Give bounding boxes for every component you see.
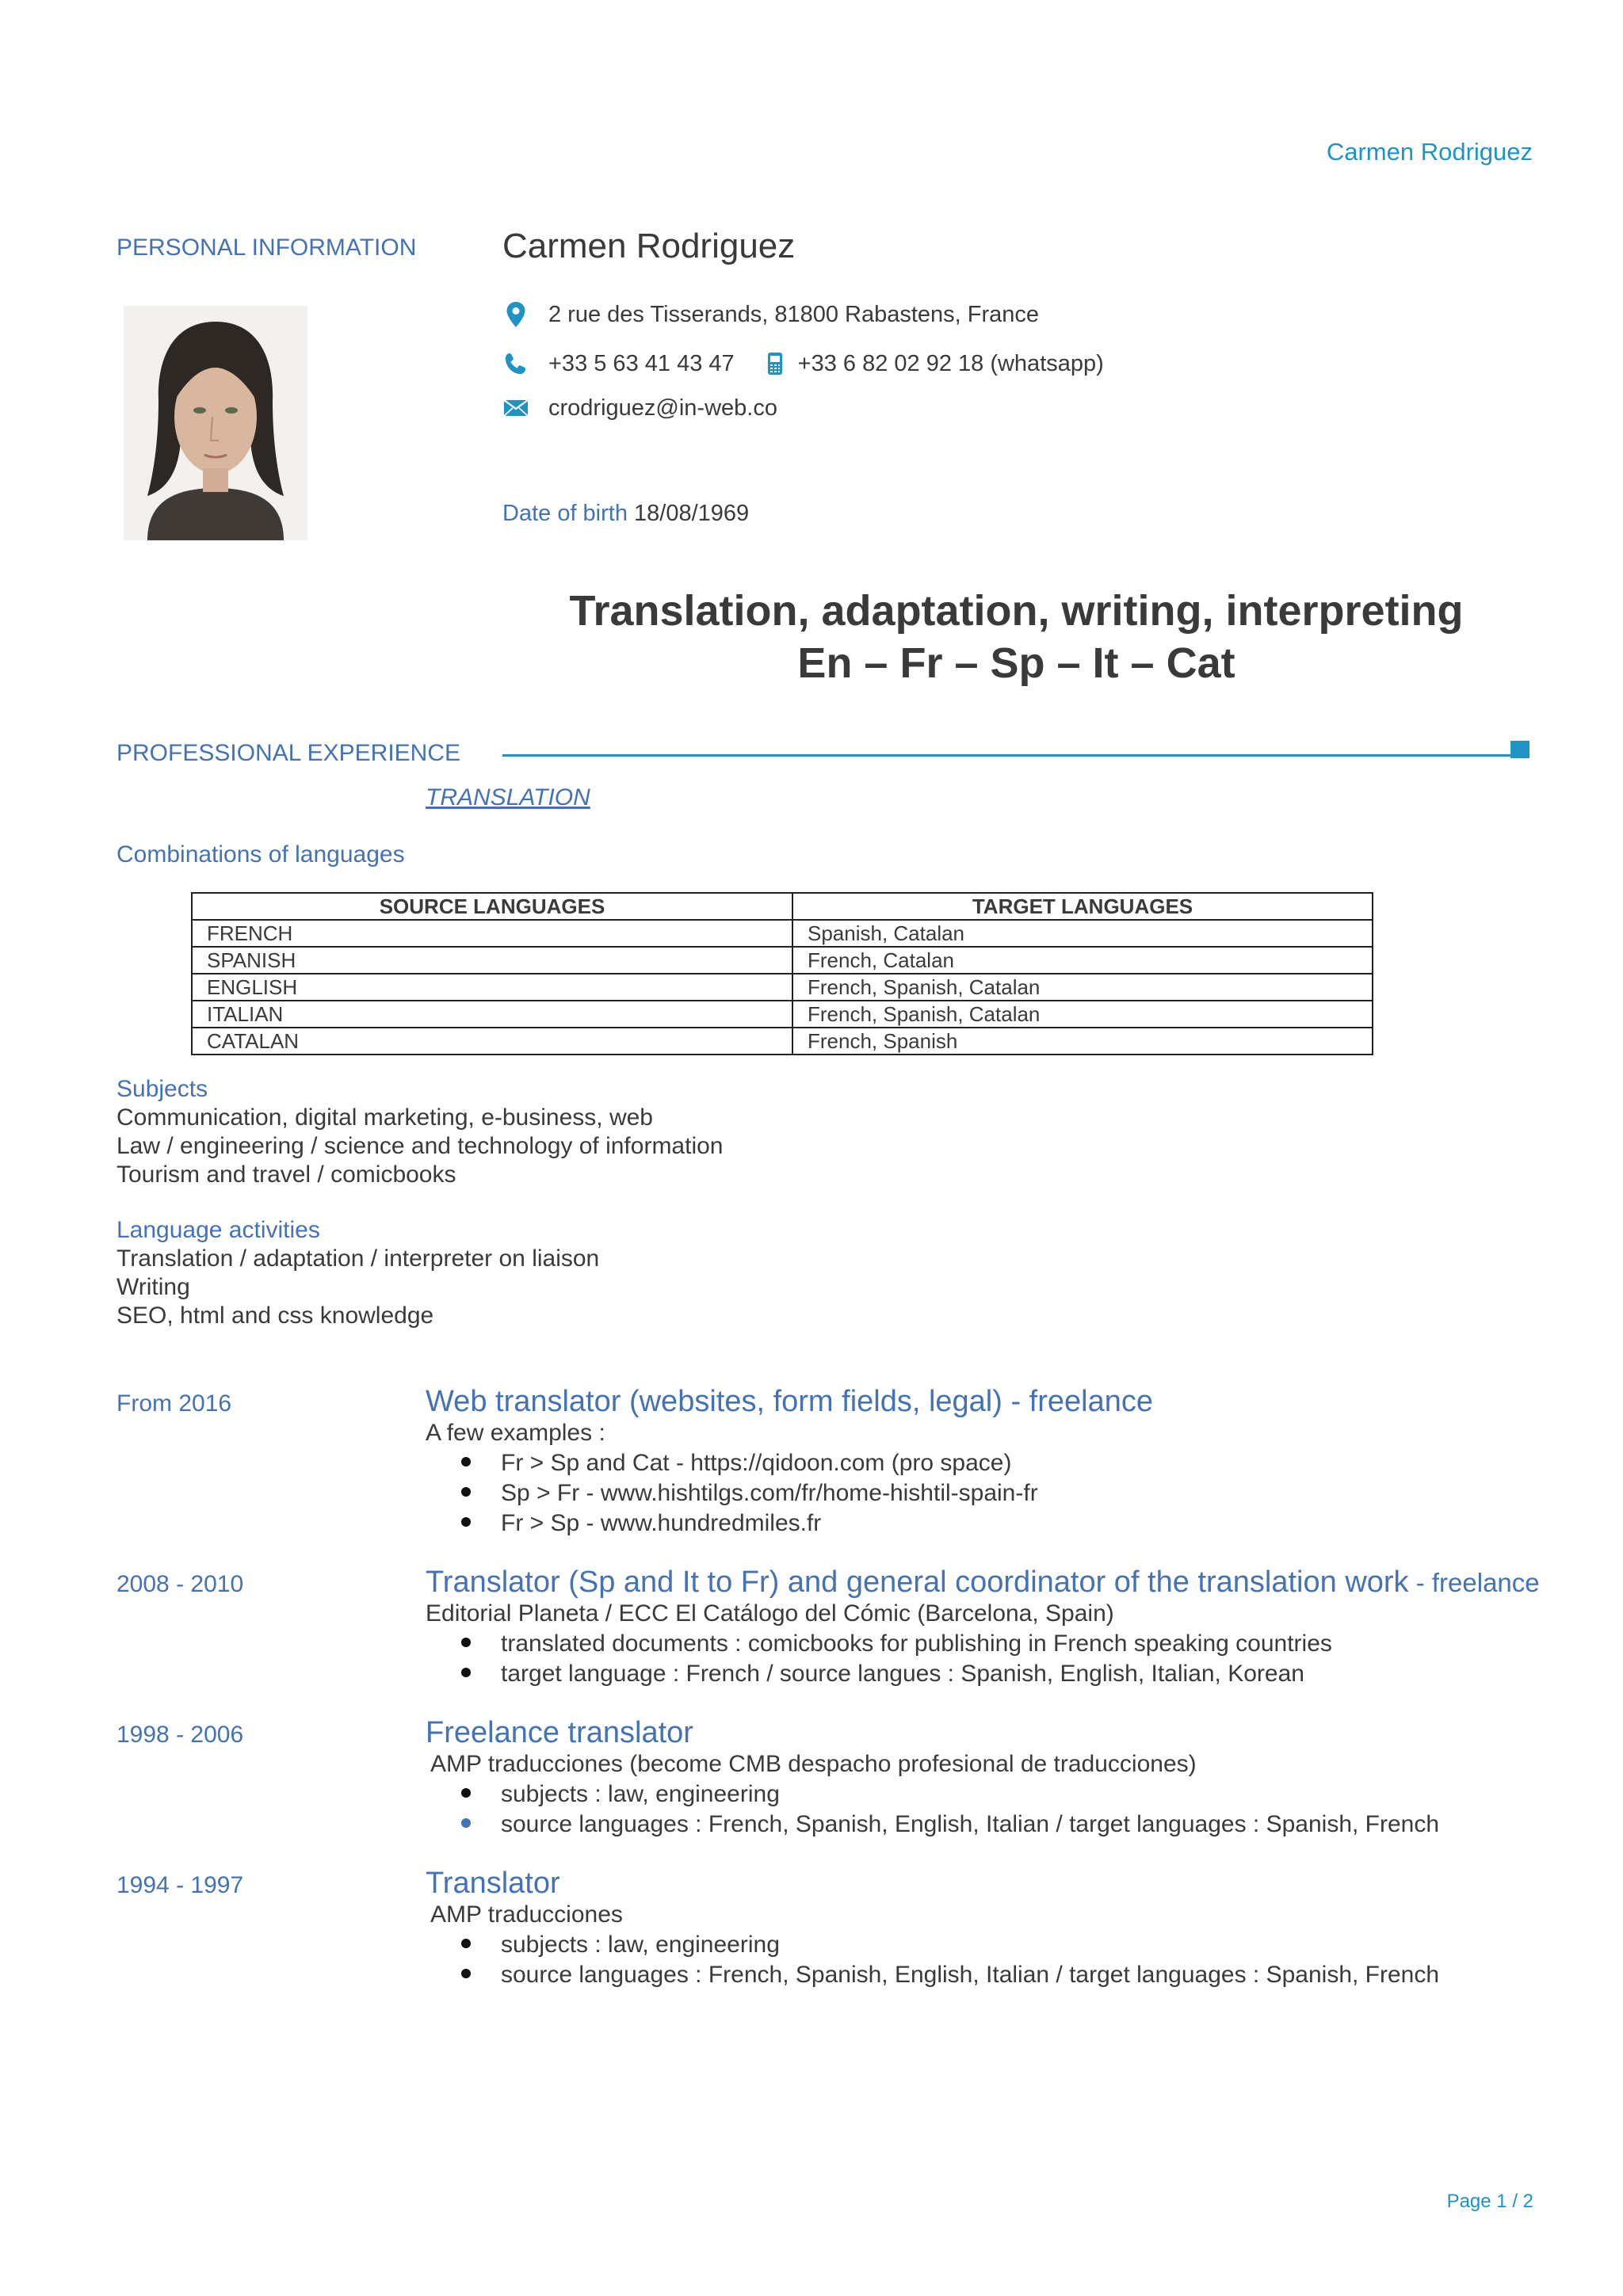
activity-line: Writing (116, 1274, 190, 1300)
bullet-dot-icon (461, 1668, 471, 1677)
job-title: Web translator (websites, form fields, legal) - freelance (426, 1385, 1153, 1418)
activity-line: Translation / adaptation / interpreter on liaison (116, 1245, 600, 1272)
dob-label: Date of birth (502, 501, 628, 526)
bullet-dot-icon (461, 1788, 471, 1798)
page-number: Page 1 / 2 (1446, 2191, 1533, 2212)
column-header: SOURCE LANGUAGES (192, 893, 792, 920)
subject-line: Law / engineering / science and technology of information (116, 1133, 724, 1159)
subject-line: Tourism and travel / comicbooks (116, 1161, 456, 1188)
email-row (502, 395, 777, 421)
email-icon (502, 395, 529, 421)
personal-info-heading: PERSONAL INFORMATION (116, 235, 417, 261)
job-date: 1998 - 2006 (116, 1722, 244, 1748)
target-language-cell: French, Catalan (792, 947, 1373, 974)
source-language-cell: CATALAN (192, 1028, 792, 1055)
activity-line: SEO, html and css knowledge (116, 1302, 434, 1329)
translation-heading: TRANSLATION (426, 784, 590, 810)
email-text[interactable]: crodriguez@in-web.co (548, 395, 777, 421)
bullet-dot-icon (461, 1517, 471, 1527)
job-bullet: subjects : law, engineering (461, 1932, 780, 1958)
job-date: 2008 - 2010 (116, 1571, 244, 1597)
job-title: Translator (Sp and It to Fr) and general coordinator of the translation work - freelance (426, 1566, 1540, 1599)
address-text: 2 rue des Tisserands, 81800 Rabastens, France (548, 301, 1040, 327)
bullet-dot-icon (461, 1487, 471, 1497)
job-date: From 2016 (116, 1390, 232, 1417)
full-name: Carmen Rodriguez (502, 227, 796, 265)
professional-experience-heading: PROFESSIONAL EXPERIENCE (116, 740, 461, 766)
phone-text: +33 5 63 41 43 47 (548, 350, 735, 376)
combinations-label: Combinations of languages (116, 841, 405, 868)
source-language-cell: ENGLISH (192, 974, 792, 1001)
bullet-dot-icon (461, 1818, 471, 1828)
bullet-dot-icon (461, 1638, 471, 1647)
mobile-phone-icon (762, 350, 789, 377)
address-row (502, 301, 1039, 328)
headline-line-2: En – Fr – Sp – It – Cat (797, 639, 1235, 687)
phone-icon (502, 350, 529, 377)
target-language-cell: French, Spanish, Catalan (792, 974, 1373, 1001)
job-subtitle: A few examples : (426, 1420, 605, 1446)
header-name: Carmen Rodriguez (1326, 138, 1533, 166)
bullet-dot-icon (461, 1969, 471, 1978)
table-row (192, 1028, 1373, 1055)
job-bullet: Fr > Sp - www.hundredmiles.fr (461, 1510, 821, 1537)
job-subtitle: AMP traducciones (430, 1901, 623, 1928)
job-bullet: translated documents : comicbooks for publishing in French speaking countries (461, 1630, 1332, 1657)
date-of-birth (502, 501, 749, 527)
job-bullet: source languages : French, Spanish, English, Italian / target languages : Spanish, French (461, 1811, 1439, 1838)
table-row (192, 947, 1373, 974)
table-row (192, 1001, 1373, 1028)
mobile-text: +33 6 82 02 92 18 (whatsapp) (797, 350, 1104, 376)
language-activities-label: Language activities (116, 1217, 320, 1243)
job-bullet: subjects : law, engineering (461, 1781, 780, 1808)
table-row (192, 974, 1373, 1001)
job-bullet: target language : French / source langues : Spanish, English, Italian, Korean (461, 1661, 1304, 1688)
job-title: Freelance translator (426, 1716, 693, 1749)
job-date: 1994 - 1997 (116, 1872, 244, 1898)
job-subtitle: AMP traducciones (become CMB despacho profesional de traducciones) (430, 1751, 1197, 1777)
dob-value: 18/08/1969 (634, 501, 750, 526)
headline (507, 585, 1526, 689)
source-language-cell: FRENCH (192, 920, 792, 947)
language-combinations-table (191, 892, 1373, 1055)
target-language-cell: French, Spanish (792, 1028, 1373, 1055)
job-bullet: source languages : French, Spanish, English, Italian / target languages : Spanish, French (461, 1962, 1439, 1989)
table-row (192, 920, 1373, 947)
bullet-dot-icon (461, 1939, 471, 1948)
location-pin-icon (502, 301, 529, 328)
phone-row (502, 350, 1104, 377)
job-subtitle: Editorial Planeta / ECC El Catálogo del Cómic (Barcelona, Spain) (426, 1600, 1114, 1627)
source-language-cell: SPANISH (192, 947, 792, 974)
subjects-label: Subjects (116, 1076, 208, 1102)
subject-line: Communication, digital marketing, e-business, web (116, 1104, 653, 1131)
target-language-cell: French, Spanish, Catalan (792, 1001, 1373, 1028)
profile-photo (124, 306, 307, 540)
section-marker (1510, 741, 1529, 758)
bullet-dot-icon (461, 1457, 471, 1466)
source-language-cell: ITALIAN (192, 1001, 792, 1028)
target-language-cell: Spanish, Catalan (792, 920, 1373, 947)
section-divider (502, 754, 1512, 757)
job-bullet: Sp > Fr - www.hishtilgs.com/fr/home-hishtil-spain-fr (461, 1480, 1038, 1507)
headline-line-1: Translation, adaptation, writing, interpreting (569, 587, 1464, 635)
column-header: TARGET LANGUAGES (792, 893, 1373, 920)
job-bullet: Fr > Sp and Cat - https://qidoon.com (pro space) (461, 1450, 1011, 1477)
table-header-row (192, 893, 1373, 920)
job-title: Translator (426, 1867, 560, 1900)
